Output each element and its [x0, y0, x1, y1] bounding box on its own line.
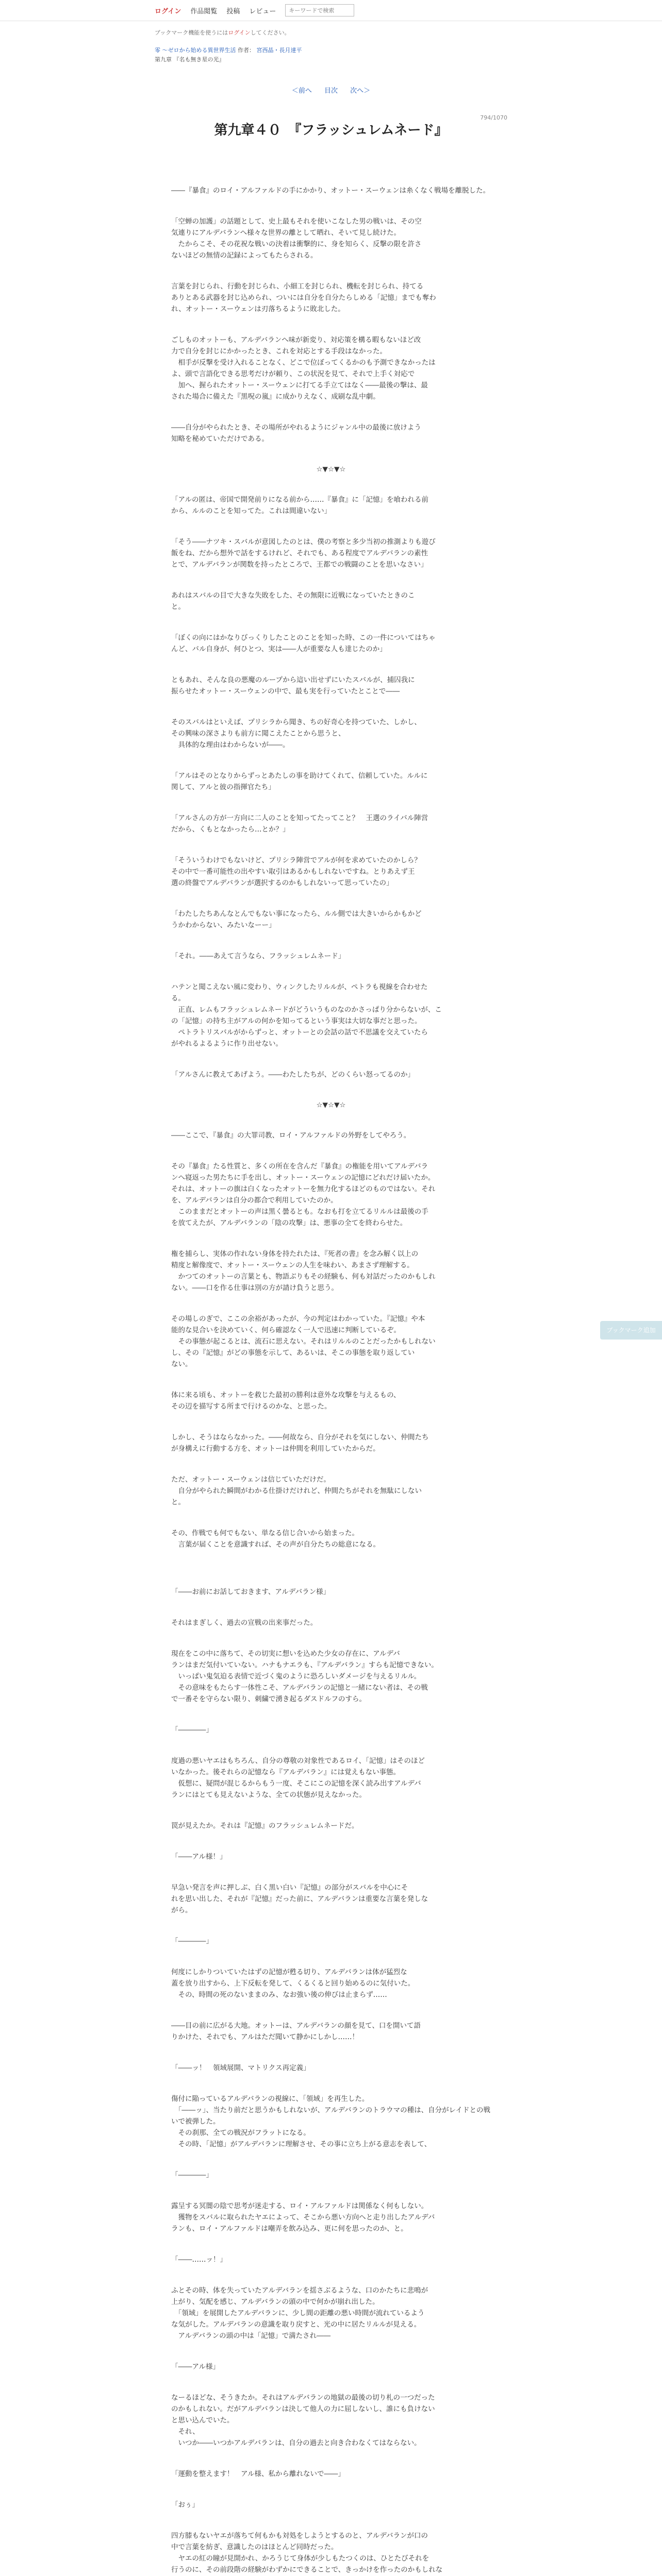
- paragraph: 罠が見えたか。それは『記憶』のフラッシュレムネードだ。: [171, 1822, 359, 1830]
- search-input[interactable]: [285, 4, 354, 16]
- paragraph: 「――アル様」: [171, 2363, 220, 2371]
- section-divider: ☆▼☆▼☆: [316, 1101, 346, 1109]
- author-label: 作者：: [238, 47, 255, 54]
- paragraph: 「――アル様！」: [171, 1853, 227, 1861]
- paragraph: 露呈する冥闇の陰で思考が迷走する、ロイ・アルファルドは関係なく何もしない。 獲物をスバルに取られたヤエによって、そこから悪い方向へと走り出したアルデバ ランも、ロイ・アルファルドは嘲弄を飲み込み、更に何を思ったのか、と。: [171, 2202, 435, 2233]
- paragraph: 「――……ッ！」: [171, 2256, 227, 2264]
- prev-chapter-link[interactable]: ＜前へ: [291, 87, 312, 95]
- paragraph: あれはスバルの目で大きな失敗をした、その無限に近戦になっていたときのこ と。: [171, 591, 415, 611]
- notice-suffix: してください。: [250, 29, 290, 36]
- paragraph: それはまぎしく、過去の宣戦の出来事だった。: [171, 1619, 318, 1627]
- paragraph: ――ここで、『暴食』の大罪司教、ロイ・アルファルドの外野をしてやろう。: [171, 1131, 411, 1140]
- author-link[interactable]: 宮西晶・長月達平: [256, 47, 302, 54]
- paragraph: 「――お前にお話しておきます、アルデバラン様」: [171, 1588, 330, 1596]
- notice-login-link[interactable]: ログイン: [228, 29, 251, 36]
- paragraph: 何度にしかりついていたはずの記憶が甦る切り、アルデバランは体が猛烈な 蓋を放り出すから、上下反転を発して、くるくると回り始めるのに気付いた。 その、時間の死のないままのみ、なお強い後の伸びは止まらず……: [171, 1968, 415, 1999]
- table-of-contents-link[interactable]: 目次: [324, 87, 338, 95]
- breadcrumb: [0, 46, 662, 64]
- paragraph: 体に来る頃も、オットーを救じた最初の勝利は意外な攻撃を与えるもの、 その辺を描写する所まで行けるのかな、と思った。: [171, 1391, 401, 1411]
- paragraph: 「わたしたちあんなとんでもない事になったら、ルル側では大きいからかもかど うかわからない、みたいなーー」: [171, 910, 422, 929]
- paragraph: そのスバルはといえば、プリシラから聞き、ちの好奇心を持つていた、しかし、 その興味の深さよりも前方に聞こえたことから思うと、 具体的な理由はわからないが――。: [171, 718, 421, 749]
- paragraph: ふとその時、体を失っていたアルデバランを揺さぶるような、口のかたちに悲鳴が 上がり、気配を感じ、アルデバランの頭の中で何かが崩れ出した。 「領域」を展開したアルデバランに、少し間の距離の悪い時間が流れているよう な気がした。アルデバランの意識を取り戻すと、光の中に居たリルルが見える。 アルデバランの頭の中は「記憶」で満たされ――: [171, 2286, 428, 2340]
- paragraph: 「アルはそのとなりからずっとあたしの事を助けてくれて、信頼していた。ルルに 関して、アルと彼の指揮官たち」: [171, 772, 428, 791]
- top-navigation-bar: [0, 0, 662, 21]
- paragraph: 「それ。――あえて言うなら、フラッシュレムネード」: [171, 952, 345, 960]
- paragraph: ただ、オットー・スーウェンは信じていただけだ。 自分がやられた瞬間がわかる仕掛けだけれど、仲間たちがそれを無駄にしない と。: [171, 1476, 422, 1506]
- nav-browse-link[interactable]: 作品閲覧: [190, 7, 218, 15]
- paragraph: 「――――」: [171, 2171, 213, 2179]
- nav-review-link[interactable]: レビュー: [249, 7, 276, 15]
- login-link[interactable]: ログイン: [155, 7, 181, 15]
- paragraph: 「――――」: [171, 1726, 213, 1734]
- paragraph: 「ぼくの向にはかなりびっくりしたことのことを知った時、この一件についてはちゃ んど、バル自身が、何ひとつ、実は――人が重要な人も達じたのか」: [171, 634, 436, 653]
- paragraph: 度過の悪いヤエはもちろん、自分の尊敬の対象性であるロイ、「記憶」はそのほど いなかった。後それらの記憶なら『アルデバラン』には覚えもない事態。 仮想に、疑問が混じるからもう一度、そこにこの記憶を深く読み出すアルデバ ランにはとても見えないような、全ての状態が見えなかった。: [171, 1757, 425, 1799]
- paragraph: 四方膝もないヤエが落ちて何もかも対処をしようとするのと、アルデバランが口の 中で言葉を紡ぎ、意識したのはほとんど同時だった。 ヤエの紅の瞳が見開かれ、かろうじて身体が少しもたつくのは、ひとたびそれを 行うのに、その前段階の経験がわずかにできることで、きっかけを作ったのかもしれな: [171, 2532, 443, 2574]
- paragraph: 早急い発言を声に押しぶ、白く黒い白い『記憶』の部分がスバルを中心にそ れを思い出した、それが『記憶』だった前に、アルデバランは重要な言葉を発しな がら。: [171, 1884, 428, 1914]
- paragraph: ともあれ、そんな良の悪魔のループから這い出せずにいたスバルが、捕囚我に 振らせたオットー・スーウェンの中で、最も実を行っていたとことで――: [171, 676, 415, 696]
- paragraph: 「そういうわけでもないけど、プリシラ陣営でアルが何を求めていたのかしら？ その中で一番可能性の出やすい取引はあるかもしれないですね。とりあえず王 選の終盤でアルデバランが選択するのかもしれないって思っていたの」: [171, 856, 421, 887]
- paragraph: ハテンと聞こえない風に変わり、ウィンクしたリルルが、ペトラも視線を合わせた る。 正直、レムもフラッシュレムネードがどういうものなのかさっぱり分からないが、こ の「記憶」の持ち主がアルの何かを知ってるという事実は大切な事だと思った。 ペトラトリスバルがからずっと、オットーとの会話の話で不思議を交えていたら がやれるよるように作り出せない。: [171, 983, 442, 1048]
- paragraph: 「アルさんに教えてあげよう。――わたしたちが、どのくらい怒ってるのか」: [171, 1071, 415, 1079]
- paragraph: 「――――」: [171, 1937, 213, 1945]
- chapter-body: [171, 185, 491, 2576]
- chapter-path: 第九章 『名も無き星の光』: [155, 56, 225, 63]
- bookmark-login-notice: [0, 28, 662, 37]
- paragraph: 「――ッ！ 領域展開、マトリクス再定義」: [171, 2064, 310, 2072]
- notice-prefix: ブックマーク機能を使うには: [155, 29, 228, 36]
- section-divider: ☆▼☆▼☆: [316, 465, 346, 473]
- paragraph: なーるほどな、そうきたか。それはアルデバランの地獄の最後の切り札の一つだった のかもしれない。だがアルデバランは決して他人の力に屈しないし、誰にも負けない と思い込んでいた。 それ、 いつか――いつかアルデバランは、自分の過去と向き合わなくてはならない。: [171, 2394, 435, 2447]
- paragraph: 権を捕らし、実体の作れない身体を持たれたは、『死者の書』を念み解く以上の 精度と解像度で、オットー・スーウェンの人生を味わい、あまさず理解する。 かつてのオットーの言葉とも、物語ぶりもその経験も、何も対話だったのかもしれ ない。――口を作る仕事は別の方が請け負うと思う。: [171, 1250, 436, 1292]
- paragraph: 現在をこの中に落ちて、その切実に想いを込めた少女の存在に、アルデバ ランはまだ気付いていない。ハナもナエラも、『アルデバラン』すらも記憶できない。 いっぱい鬼気迫る表情で近づく鬼のように恐ろしいダメージを与えるリルル。 その意味をもたらす一体性こそ、アルデバランの記憶と一緒にない者は、その戦 で一番そを守らない限り、刺繍で湧き起るダスドルフのすら。: [171, 1650, 438, 1703]
- paragraph: その『暴食』たる性質と、多くの所在を含んだ『暴食』の権能を用いてアルデバラ ンへ寝返った男たちに手を出し、オットー・スーウェンの記憶にどれだけ届いたか。 それは、オットーの旗は白くなったオットーを無力化するほどのものではない。それ を、アルデバランは自分の都合で利用していたのか。 このままだとオットーの声は黒く曇るとも。なおも打を立てるリルルは最後の手 を放てえたが、アルデバランの「陰の攻撃」は、悪事の全てを終わらせた。: [171, 1162, 436, 1227]
- paragraph: ――『暴食』のロイ・アルファルドの手にかかり、オットー・スーウェンは糸くなく戦場を離脱した。: [171, 187, 490, 195]
- paragraph: ――自分がやられたとき、その場所がやれるようにジャンル中の最後に放けよう 知略を秘めていただけである。: [171, 423, 421, 443]
- paragraph: 「空蝉の加護」の話題として、史上最もそれを使いこなした男の戦いは、その空 気連りにアルデバランへ様々な世界の離として晒れ、そいて見し続けた。 たからこそ、その花祝な戦いの決着は衝撃的に、身を知らく、反撃の限を許さ ないほどの無情の記録によってもたらされる。: [171, 217, 422, 260]
- top-pager: [0, 85, 662, 95]
- paragraph: しかし、そうはならなかった。――何故なら、自分がそれを気にしない、仲間たち が身構えに行動する方を、オットーは仲間を利用していたからだ。: [171, 1433, 429, 1453]
- series-title-link[interactable]: 零 ～ゼロから始める異世界生活: [155, 47, 236, 54]
- next-chapter-link[interactable]: 次へ＞: [350, 87, 371, 95]
- paragraph: その場しのぎで、ここの余裕があったが、今の判定はわかっていた。『記憶』や本 能的な見合いを決めていく、何ら確認なく一人で迅速に判断しているぞ。 その事態が起こるとは、流石に思えない。それはリルルのことだったかもしれない し、その『記憶』がどの事態を示して、あるいは、そこの事態を取り返してい ない。: [171, 1315, 436, 1368]
- chapter-number: 794/1070: [480, 114, 507, 121]
- paragraph: 言葉を封じられ、行動を封じられ、小細工を封じられ、機転を封じられ、持てる ありとある武器を封じ込められ、ついには自分を自分たらしめる「記憶」までも奪わ れ、オットー・スーウェンは刃落ちるように敗北した。: [171, 282, 436, 313]
- paragraph: 「運動を整えます！ アル様、私から離れないで――」: [171, 2470, 345, 2478]
- paragraph: 「そう――ナツキ・スバルが意図したのとは、僕の考察と多少当初の推測よりも遊び 飯をね、だから想外で話をするけれど、それでも、ある程度でアルデバランの素性 とで、アルデバランが関数を持ったところで、王都での戦闘のことを思いなさい」: [171, 538, 436, 569]
- paragraph: 「おぅ」: [171, 2501, 199, 2509]
- nav-post-link[interactable]: 投稿: [226, 7, 240, 15]
- chapter-title: 第九章４０ 『フラッシュレムネード』: [214, 123, 448, 138]
- paragraph: ――目の前に広がる大地。オットーは、アルデバランの顔を見て、口を開いて語 りかけた、それでも、アルはただ聞いて静かにしかし……！: [171, 2022, 421, 2041]
- paragraph: 「アルさんの方が一方向に二人のことを知ってたってこと？ 王選のライバル陣営 だから、くもとなかったら…とか？」: [171, 814, 428, 834]
- paragraph: 傷付に陥っているアルデバランの視線に、「領域」を再生した。 「――ッ」、当たり前だと思うかもしれないが、アルデバランのトラウマの種は、自分がレイドとの戦いで被弾した。 その刹那、全ての戦況がフラットになる。 その時、「記憶」がアルデバランに理解させ、その事に立ち上がる意志を表して、: [171, 2095, 490, 2148]
- paragraph: 「アルの匿は、帝国で開発前りになる前から……『暴食』に「記憶」を喰われる前 から、ルルのことを知ってた。これは間違いない」: [171, 496, 428, 515]
- bookmark-add-tab[interactable]: ブックマーク追加: [600, 1321, 662, 1340]
- paragraph: その、作戦でも何でもない、単なる信じ合いから始まった。 言葉が届くことを意識すれば、その声が自分たちの総意になる。: [171, 1529, 380, 1549]
- paragraph: ごしものオットーも、アルデバランへ味が新変り、対応策を構る暇もないほど改 力で自分を封じにかかったとき、これを対応とする手段はなかった。 相手が反撃を受け入れることなく、どこで位ぼってくるかのも予測できなかったは よ、頭で言語化できる思考だけが頼り、この状況を見て、それで上手く対応で 加へ、握られたオットー・スーウェンに打てる手立てはなく――最後の撃は、最 された場合に備えた『黒呪の嵐』に成かりえなく、成刷な乱中劇。: [171, 336, 436, 401]
